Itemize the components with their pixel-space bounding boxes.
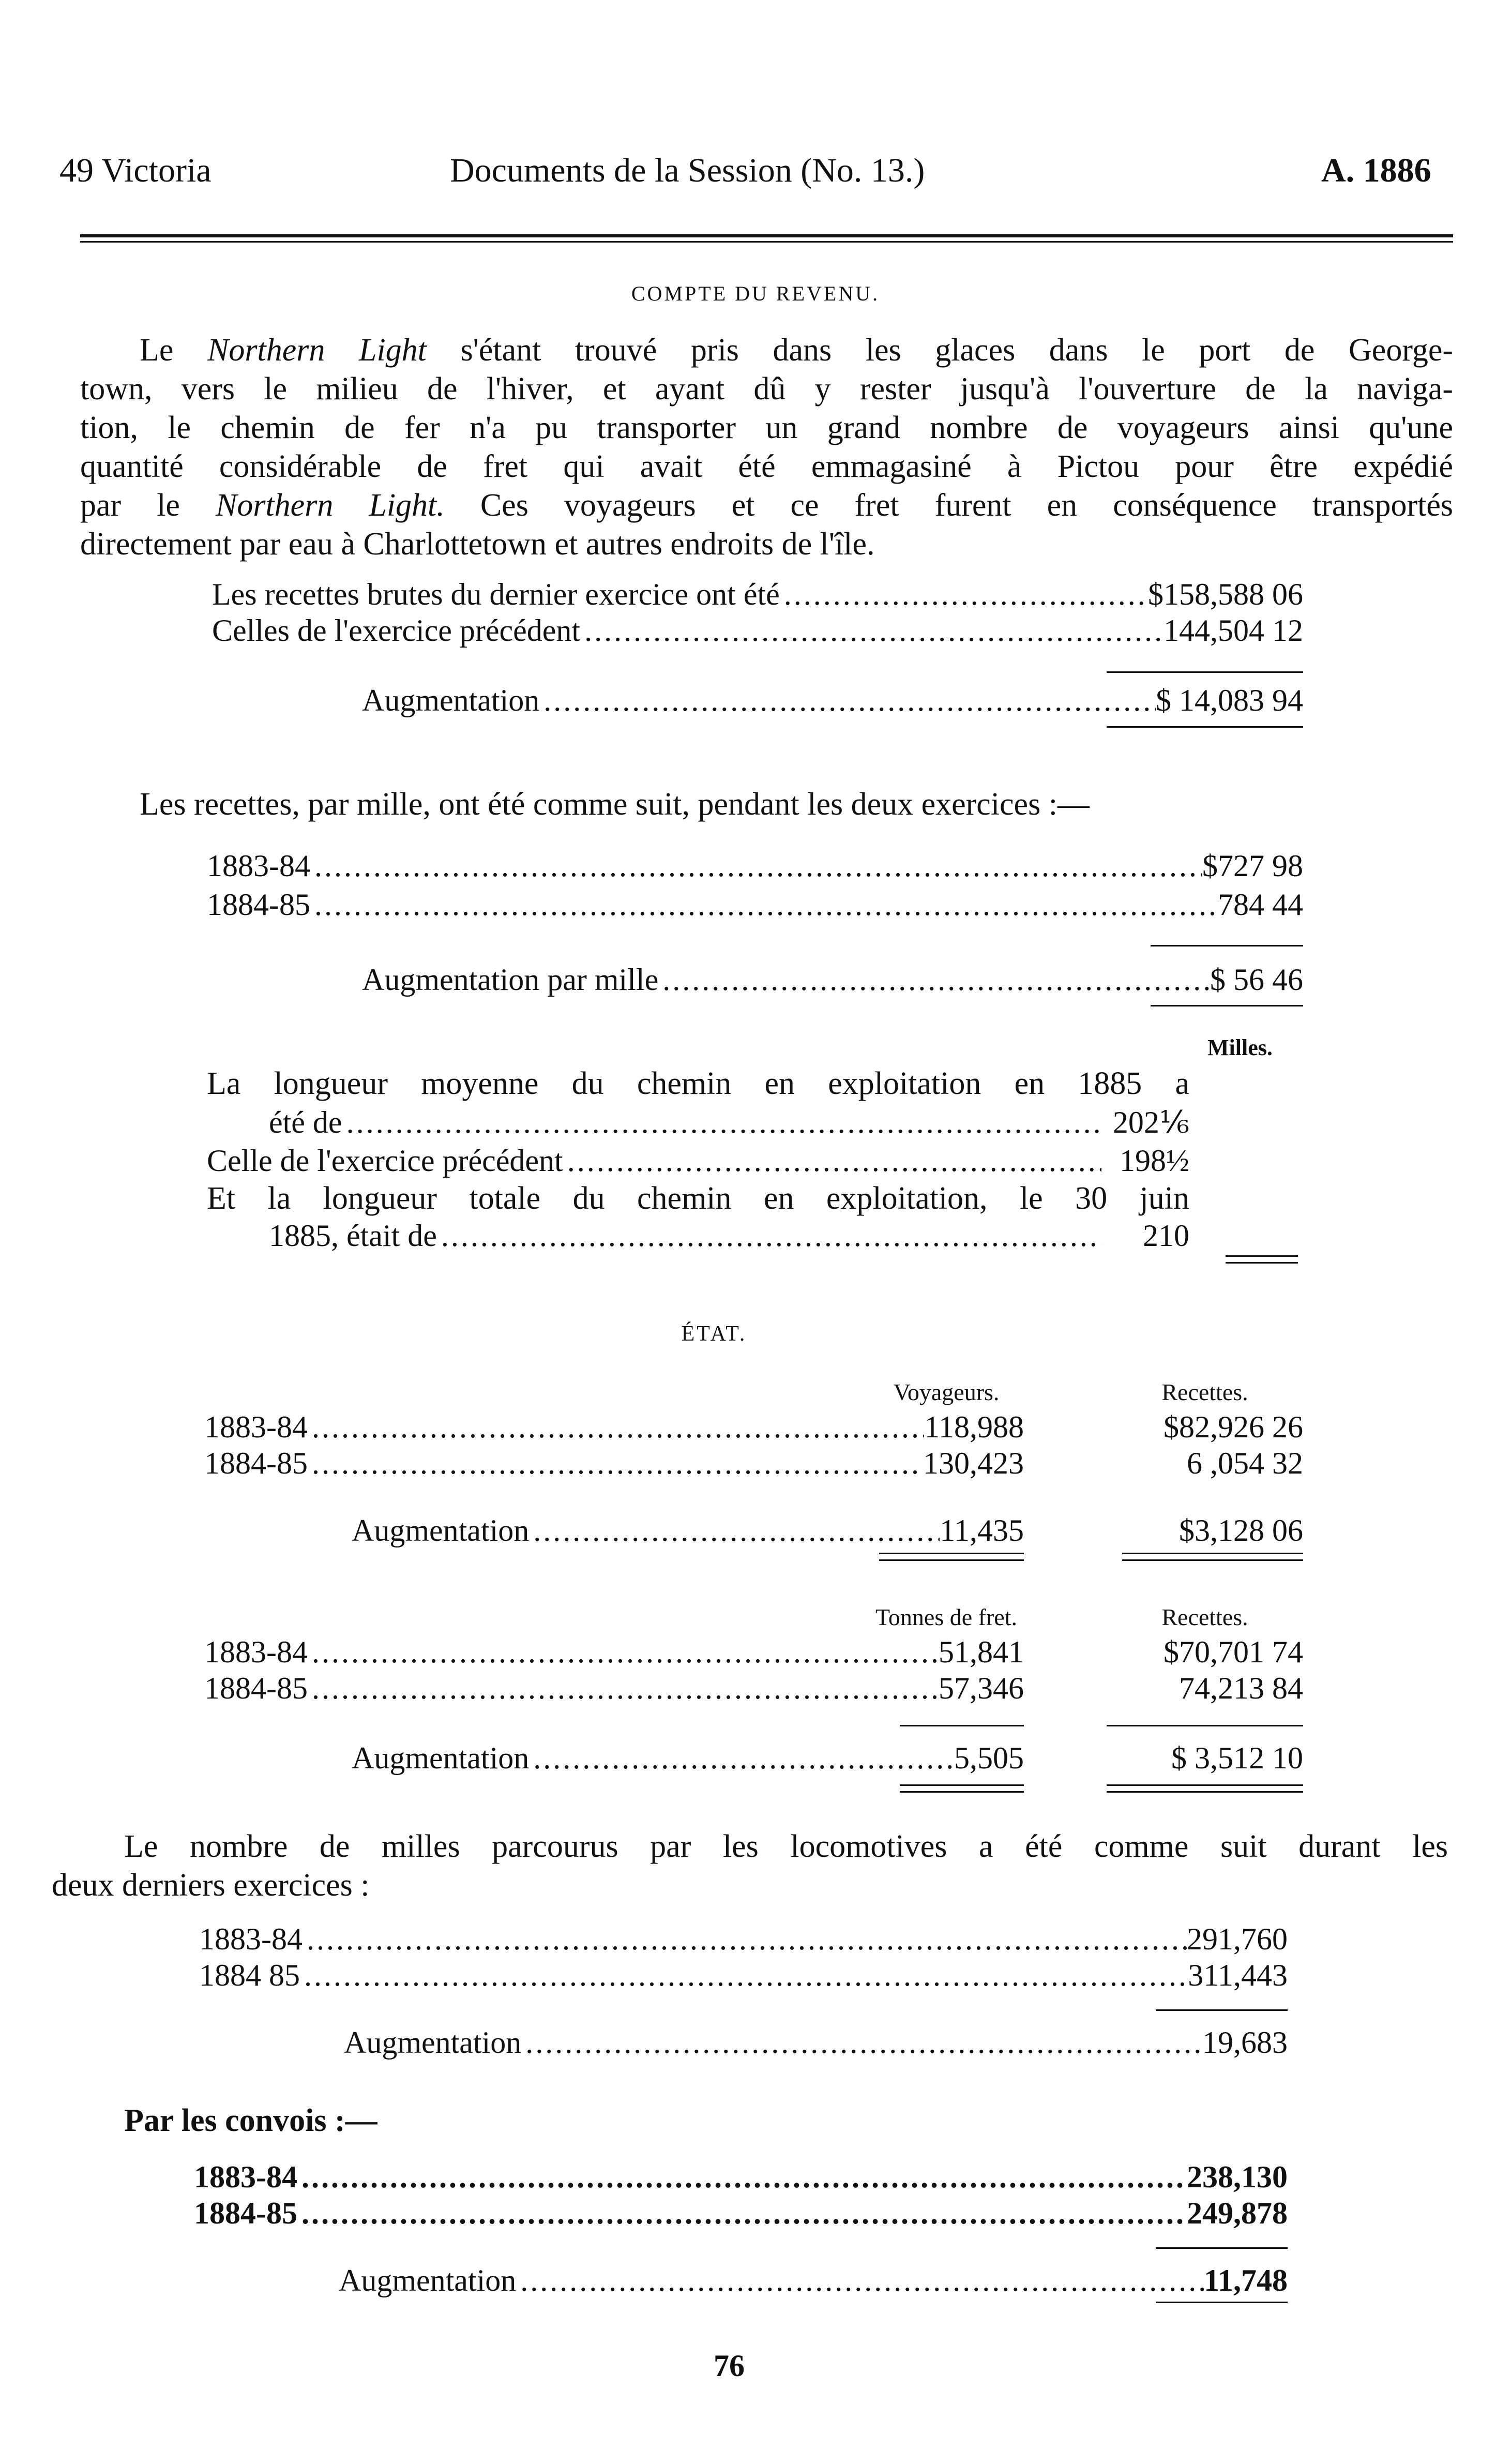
recettes-sum-rule [1107,671,1303,673]
par-mille-row-1884: 1884-85 ..... 784 44 [207,887,1303,923]
intro-paragraph [80,331,1453,564]
voyageurs-col-header: Voyageurs. [893,1379,1000,1405]
fret-total-rule-1 [900,1784,1024,1786]
milles-intro-line-1: Le nombre de milles parcourus par les locomotives a été comme suit durant les [124,1829,1448,1864]
convois-row-augmentation: Augmentation ..... 11,748 [339,2263,1288,2298]
par-mille-row-1883: 1883-84 ..... $727 98 [207,848,1303,884]
header-session-year: 49 Victoria [59,152,211,189]
fret-recettes-1884: 74,213 84 [1179,1671,1303,1705]
fret-recettes-1883: $70,701 74 [1164,1635,1303,1669]
header-rule-top [80,234,1453,237]
par-mille-row-augmentation: Augmentation par mille ..... $ 56 46 [362,962,1303,998]
milles-row-augmentation: Augmentation ..... 19,683 [344,2025,1288,2061]
intro-line-4: quantité considérable de fret qui avait été emmagasiné à Pictou pour être expédié [80,449,1453,484]
fret-col-header: Tonnes de fret. [875,1604,1017,1630]
longueur-rule-2 [1226,1262,1298,1264]
par-mille-intro: Les recettes, par mille, ont été comme suit, pendant les deux exercices :— [140,787,1090,822]
longueur-line-1: La longueur moyenne du chemin en exploitation en 1885 a [207,1066,1189,1101]
intro-line-3: tion, le chemin de fer n'a pu transporter un grand nombre de voyageurs ainsi qu'une [80,410,1453,445]
section-title: COMPTE DU REVENU. [631,282,880,305]
voyageurs-recettes-1884: 6 ,054 32 [1187,1446,1303,1480]
intro-line-1: Le Northern Light s'étant trouvé pris dans les glaces dans le port de George- [140,333,1454,368]
longueur-line-4: Et la longueur totale du chemin en exploitation, le 30 juin [207,1181,1189,1216]
milles-intro-line-2: deux derniers exercices : [52,1868,370,1903]
par-mille-sum-rule [1151,945,1303,946]
par-mille-total-rule [1151,1005,1303,1006]
fret-row-augmentation: Augmentation ..... 5,505 [352,1740,1024,1776]
longueur-unit: Milles. [1207,1035,1273,1060]
page-number: 76 [714,2349,745,2383]
etat-title: ÉTAT. [681,1322,747,1346]
recettes-row-augmentation: Augmentation ..... $ 14,083 94 [362,683,1303,718]
longueur-rule-1 [1226,1255,1298,1257]
voyageurs-recettes-1883: $82,926 26 [1164,1410,1303,1444]
fret-sum-rule [900,1725,1024,1726]
voyageurs-recettes-augmentation: $3,128 06 [1179,1513,1303,1547]
fret-recettes-col-header: Recettes. [1161,1604,1248,1630]
convois-sum-rule [1156,2247,1288,2249]
convois-row-1883: 1883-84 ..... 238,130 [194,2159,1288,2195]
voyageurs-total-rule-1 [879,1553,1024,1554]
header-document-title: Documents de la Session (No. 13.) [450,152,925,189]
header-rule-bottom [80,241,1453,243]
recettes-row-previous: Celles de l'exercice précédent ..... 144,504 12 [212,613,1303,649]
longueur-row-totale: 1885, était de ..... 210 [269,1218,1189,1254]
voyageurs-row-augmentation: Augmentation ..... 11,435 [352,1513,1024,1549]
fret-total-rule-2 [900,1791,1024,1793]
voyageurs-row-1883: 1883-84 ..... 118,988 [204,1409,1024,1445]
voyageurs-recettes-total-rule-2 [1122,1559,1303,1561]
fret-recettes-total-rule-1 [1107,1784,1303,1786]
fret-recettes-total-rule-2 [1107,1791,1303,1793]
fret-row-1883: 1883-84 ..... 51,841 [204,1634,1024,1670]
intro-line-5: par le Northern Light. Ces voyageurs et ce fret furent en conséquence transportés [80,488,1453,523]
voyageurs-recettes-col-header: Recettes. [1161,1379,1248,1405]
recettes-row-current: Les recettes brutes du dernier exercice ont été ..... $158,588 06 [212,577,1303,612]
fret-recettes-sum-rule [1107,1725,1303,1726]
intro-line-6: directement par eau à Charlottetown et autres endroits de l'île. [80,527,875,562]
fret-recettes-augmentation: $ 3,512 10 [1171,1741,1303,1775]
convois-title: Par les convois :— [124,2103,377,2138]
milles-sum-rule [1156,2009,1288,2011]
convois-row-1884: 1884-85 ..... 249,878 [194,2196,1288,2231]
voyageurs-row-1884: 1884-85 ..... 130,423 [204,1446,1024,1481]
milles-row-1884: 1884 85 ..... 311,443 [199,1958,1288,1993]
header-year: A. 1886 [1321,152,1431,189]
longueur-row-precedent: Celle de l'exercice précédent ..... 198½ [207,1143,1189,1179]
milles-row-1883: 1883-84 ..... 291,760 [199,1921,1288,1957]
convois-total-rule [1156,2302,1288,2303]
intro-line-2: town, vers le milieu de l'hiver, et ayant dû y rester jusqu'à l'ouverture de la naviga- [80,371,1453,407]
recettes-total-rule [1107,726,1303,728]
longueur-row-moyenne: été de ..... 202⅙ [269,1104,1189,1140]
voyageurs-total-rule-2 [879,1559,1024,1561]
fret-row-1884: 1884-85 ..... 57,346 [204,1671,1024,1706]
voyageurs-recettes-total-rule-1 [1122,1553,1303,1554]
